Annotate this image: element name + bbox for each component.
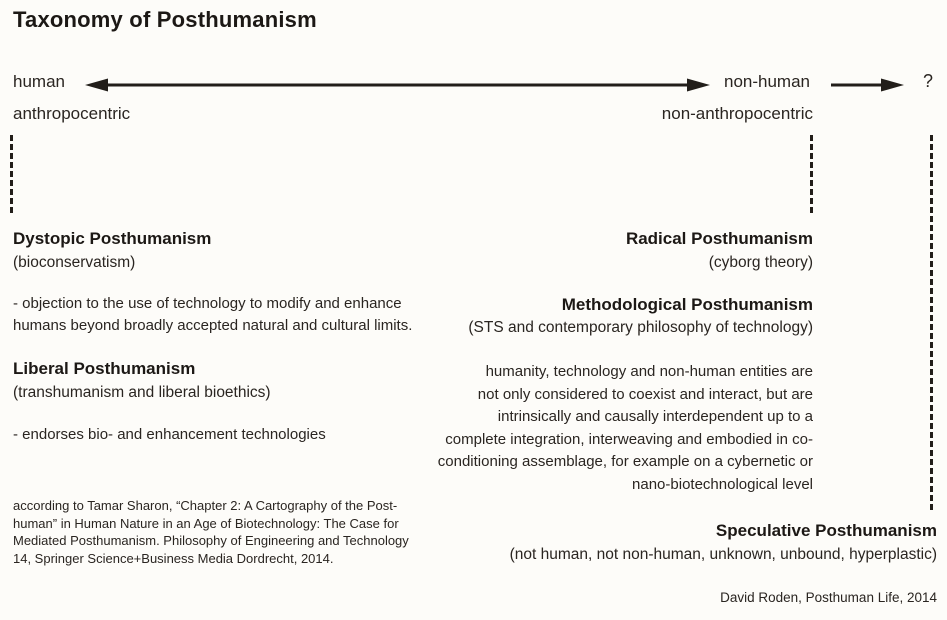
liberal-subheading: (transhumanism and liberal bioethics) (13, 384, 271, 401)
axis-label-non-human: non-human (724, 72, 811, 91)
methodological-body-line: complete integration, interweaving and embodied in co- (445, 430, 813, 448)
sublabel-non-anthropocentric: non-anthropocentric (661, 104, 813, 123)
methodological-body-line: humanity, technology and non-human entities are (485, 363, 813, 380)
speculative-subheading: (not human, not non-human, unknown, unbound, hyperplastic) (509, 546, 937, 563)
methodological-body-line: nano-biotechnological level (632, 475, 813, 493)
dystopic-body-line: - objection to the use of technology to modify and enhance (13, 295, 402, 312)
page-title: Taxonomy of Posthumanism (13, 7, 317, 32)
dystopic-body-line: humans beyond broadly accepted natural and cultural limits. (13, 317, 413, 334)
citation-line: Mediated Posthumanism. Philosophy of Engineering and Technology (13, 533, 409, 548)
liberal-body: - endorses bio- and enhancement technologies (13, 426, 326, 443)
dashed-divider-right (930, 135, 933, 510)
double-headed-arrow (85, 79, 710, 92)
attribution: David Roden, Posthuman Life, 2014 (720, 590, 937, 605)
axis-label-question-mark: ? (923, 71, 934, 91)
speculative-heading: Speculative Posthumanism (715, 521, 937, 540)
dashed-divider-left (10, 135, 13, 213)
citation-line: 14, Springer Science+Business Media Dordrecht, 2014. (13, 550, 334, 566)
methodological-body (438, 361, 813, 496)
methodological-body-line: intrinsically and causally interdependent up to a (497, 408, 813, 425)
citation-line: human” in Human Nature in an Age of Biotechnology: The Case for (13, 515, 399, 531)
liberal-heading: Liberal Posthumanism (13, 359, 196, 378)
spectrum-arrows (0, 60, 947, 110)
axis-label-human: human (13, 72, 65, 91)
sublabel-anthropocentric: anthropocentric (13, 104, 131, 123)
methodological-body-line: not only considered to coexist and interact, but are (477, 385, 813, 403)
citation-line: according to Tamar Sharon, “Chapter 2: A Cartography of the Post- (13, 498, 398, 513)
methodological-body-line: conditioning assemblage, for example on a cybernetic or (437, 453, 813, 470)
methodological-heading: Methodological Posthumanism (561, 295, 813, 314)
citation (13, 497, 409, 567)
methodological-subheading: (STS and contemporary philosophy of technology) (468, 319, 813, 336)
radical-heading: Radical Posthumanism (625, 229, 813, 248)
right-arrow (831, 79, 904, 92)
dashed-divider-middle (810, 135, 813, 213)
dystopic-subheading: (bioconservatism) (13, 254, 136, 271)
radical-subheading: (cyborg theory) (708, 254, 813, 271)
dystopic-body (13, 293, 412, 337)
dystopic-heading: Dystopic Posthumanism (13, 229, 212, 248)
